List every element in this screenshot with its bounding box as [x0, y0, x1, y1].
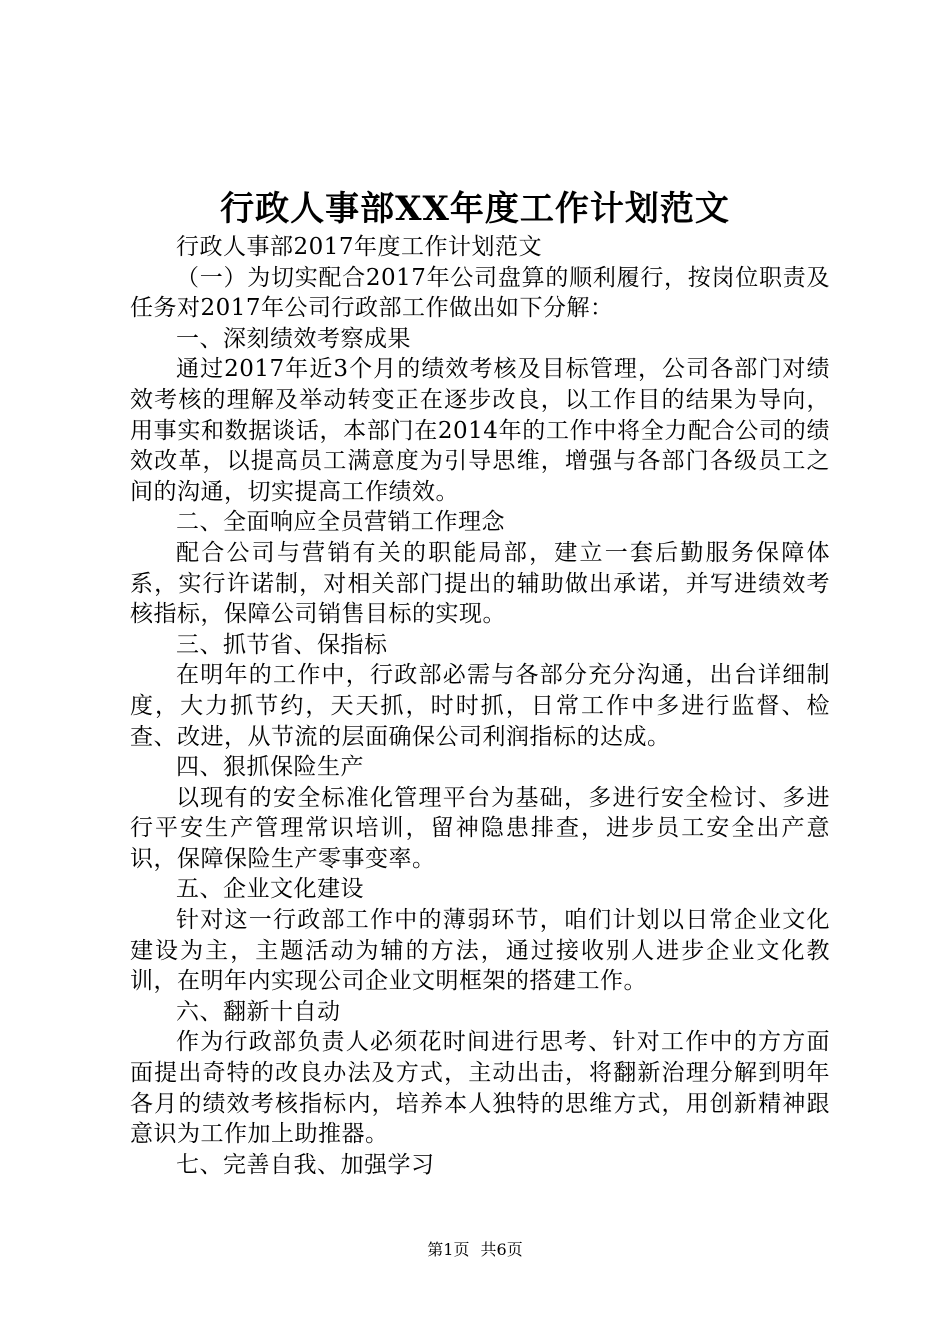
- section-body-5: 针对这一行政部工作中的薄弱环节，咱们计划以日常企业文化建设为主，主题活动为辅的方法，通过接收别人进步企业文化教训，在明年内实现公司企业文明框架的搭建工作。: [130, 907, 830, 995]
- page-total: 共6页: [480, 1240, 523, 1259]
- document-title: 行政人事部XX年度工作计划范文: [220, 189, 730, 229]
- section-body-2: 配合公司与营销有关的职能局部，建立一套后勤服务保障体系，实行许诺制，对相关部门提出的辅助做出承诺，并写进绩效考核指标，保障公司销售目标的实现。: [130, 539, 830, 628]
- section-heading-1: 一、深刻绩效考察成果: [176, 325, 411, 352]
- paragraph-subtitle: 行政人事部2017年度工作计划范文: [176, 234, 543, 260]
- section-body-4: 以现有的安全标准化管理平台为基础，多进行安全检讨、多进行平安生产管理常识培训，留神隐患排查，进步员工安全出产意识，保障保险生产零事变率。: [130, 784, 830, 872]
- section-heading-5: 五、企业文化建设: [176, 876, 364, 903]
- section-heading-3: 三、抓节省、保指标: [176, 631, 388, 658]
- section-body-6: 作为行政部负责人必须花时间进行思考、针对工作中的方方面面提出奇特的改良办法及方式，主动出击，将翻新治理分解到明年各月的绩效考核指标内，培养本人独特的思维方式，用创新精神跟意识为工作加上助推器。: [130, 1029, 830, 1148]
- section-body-3: 在明年的工作中，行政部必需与各部分充分沟通，出台详细制度，大力抓节约，天天抓，时时抓，日常工作中多进行监督、检查、改进，从节流的层面确保公司利润指标的达成。: [130, 662, 830, 750]
- section-heading-4: 四、狠抓保险生产: [176, 754, 364, 781]
- document-body: [130, 232, 830, 1180]
- section-heading-2: 二、全面响应全员营销工作理念: [176, 509, 505, 536]
- section-heading-7: 七、完善自我、加强学习: [176, 1151, 435, 1178]
- section-heading-6: 六、翻新十自动: [176, 998, 341, 1025]
- page-footer: [0, 1240, 950, 1260]
- section-body-1: 通过2017年近3个月的绩效考核及目标管理，公司各部门对绩效考核的理解及举动转变正在逐步改良，以工作目的结果为导向，用事实和数据谈话，本部门在2014年的工作中将全力配合公司的绩效改革，以提高员工满意度为引导思维，增强与各部门各级员工之间的沟通，切实提高工作绩效。: [130, 356, 830, 505]
- paragraph-intro: （一）为切实配合2017年公司盘算的顺利履行，按岗位职责及任务对2017年公司行政部工作做出如下分解：: [130, 264, 830, 322]
- page-number: 第1页: [427, 1240, 470, 1259]
